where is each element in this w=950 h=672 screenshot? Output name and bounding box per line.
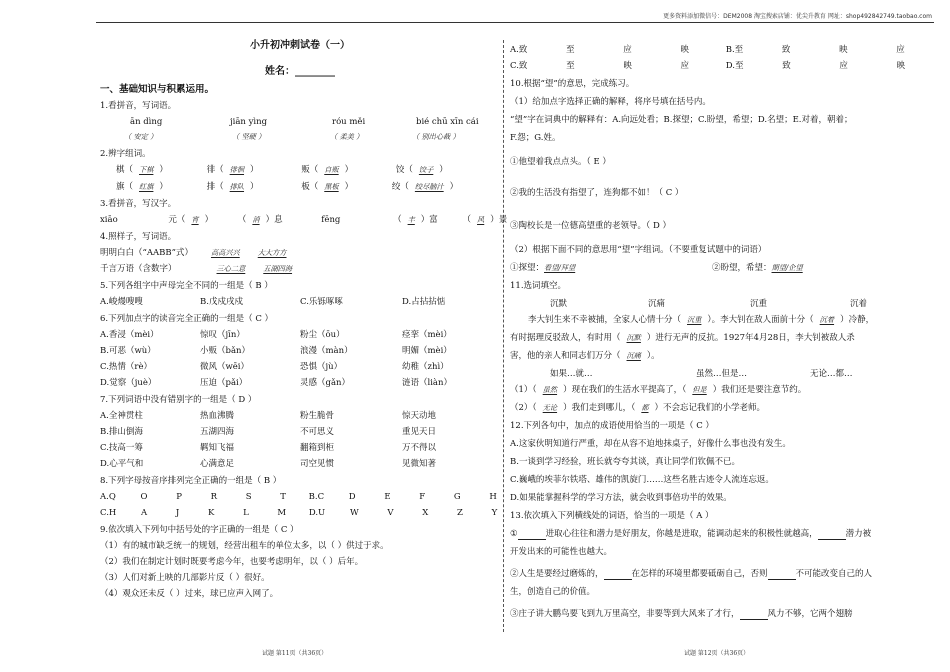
q7-d2: 心满意足 — [200, 459, 235, 469]
q6-d3: 灵感（gǎn） — [300, 378, 350, 388]
question-11: 11.选词填空。 — [510, 281, 567, 291]
q13-line-5: ③庄子讲大鹏鸟要飞到九万里高空，非要等到大风来了才行， 风力不够，它两个翅膀 — [510, 609, 853, 619]
q9-options-ab: A.致 至 应 映 B.至 致 映 应 — [510, 45, 905, 55]
answer-1: （ 安定 ） — [124, 132, 158, 141]
q6-d4: 涟语（liàn） — [402, 378, 452, 388]
q4-row-2: 千言万语（含数字） 三心二意 五湖四海 — [100, 264, 293, 274]
q7-c2: 羁知飞福 — [200, 443, 235, 453]
q8-row-1: A.Q O P R S T B.C D E F G H — [100, 492, 497, 502]
q12-option-a: A.这家伙明知道行严重，却在从容不迫地抹桌子，好像什么事也没有发生。 — [510, 439, 791, 449]
answer-3: （ 柔美 ） — [330, 132, 364, 141]
q11-sentence-1: （1）（ 虽然 ）现在我们的生活水平提高了，（ 但是 ）我们还是要注意节约。 — [510, 385, 807, 395]
q5-option-a: A.峻熳嗖嗖 — [100, 297, 143, 307]
pinyin-1: ān dìng — [130, 117, 163, 127]
q6-c3: 恐惧（jù） — [300, 362, 343, 372]
q7-b1: B.排山倒海 — [100, 427, 143, 437]
q6-b2: 小贩（bǎn） — [200, 346, 250, 356]
q12-option-b: B.一谈到学习经验，班长就夸夸其谈，真让同学们钦佩不已。 — [510, 457, 740, 467]
q9-line-4: （4）观众还未反（ ）过来，球已应声入网了。 — [100, 589, 279, 599]
page-header: 更多资料添加微信号：DEM2008 淘宝搜索店铺：优尖升教育 网址：shop492842749.taobao.com — [663, 13, 932, 20]
q7-b2: 五湖四海 — [200, 427, 235, 437]
question-12: 12.下列各句中，加点的成语使用恰当的一项是（ C ） — [510, 421, 714, 431]
q6-b4: 明媚（mèi） — [402, 346, 452, 356]
q9-options-cd: C.致 至 映 应 D.至 致 应 映 — [510, 61, 906, 71]
q11-sentence-2: （2）（ 无论 ）我们走到哪儿，（ 都 ）不会忘记我们的小学老师。 — [510, 403, 766, 413]
q7-c4: 万不得以 — [402, 443, 437, 453]
q7-d4: 见微知著 — [402, 459, 437, 469]
q6-a2: 惊叹（jīn） — [200, 330, 245, 340]
q11-word-3: 沉重 — [750, 299, 768, 309]
q6-a3: 粉尘（ōu） — [300, 330, 345, 340]
q12-option-c: C.巍峨的埃菲尔铁塔、雄伟的凯旋门……这些名胜古迹令人流连忘返。 — [510, 475, 774, 485]
q10-sentence-1: ①他望着我点点头。（ E ） — [510, 157, 611, 167]
q2-row-1: 棋（ 下棋 ） 徘（ 徘徊 ） 贩（ 自贩 ） 饺（ 饺子 ） — [116, 165, 448, 175]
q7-a4: 惊天动地 — [402, 411, 437, 421]
q8-row-2: C.H A J K L M D.U W V X Z Y — [100, 508, 498, 518]
q6-a1: A.香浸（mèi） — [100, 330, 159, 340]
question-13: 13.依次填入下列横线处的词语，恰当的一项是（ A ） — [510, 511, 714, 521]
q7-b3: 不可思义 — [300, 427, 335, 437]
q6-c4: 幼稚（zhì） — [402, 362, 449, 372]
name-field[interactable]: 姓名：________ — [265, 66, 335, 77]
pinyin-2: jiān yìng — [230, 117, 268, 127]
q7-c1: C.技高一筹 — [100, 443, 143, 453]
q10-part-1: （1）给加点字选择正确的解释，将序号填在括号内。 — [510, 97, 711, 107]
q6-a4: 痉挛（mèi） — [402, 330, 452, 340]
q6-c1: C.热情（rè） — [100, 362, 152, 372]
q6-d2: 压迫（pǎi） — [200, 378, 248, 388]
q4-row-1: 明明白白（“AABB”式） 高高兴兴 大大方方 — [100, 248, 287, 258]
question-6: 6.下列加点字的读音完全正确的一组是（ C ） — [100, 314, 274, 324]
q7-b4: 重见天日 — [402, 427, 437, 437]
question-1: 1.看拼音，写词语。 — [100, 101, 177, 111]
q6-c2: 微风（wēi） — [200, 362, 250, 372]
left-footer: 试题 第11页（共36页） — [262, 650, 328, 657]
column-divider — [503, 40, 504, 632]
section-heading: 一、基础知识与积累运用。 — [100, 84, 215, 95]
question-5: 5.下列各组字中声母完全不同的一组是（ B ） — [100, 281, 273, 291]
q11-conj-1: 如果…就… — [550, 369, 593, 379]
question-10: 10.根据“望”的意思，完成练习。 — [510, 79, 635, 89]
q11-conj-3: 无论…都… — [810, 369, 853, 379]
q11-conj-2: 虽然…但是… — [696, 369, 748, 379]
q10-part-2: （2）根据下面不同的意思用“望”字组词。（不要重复试题中的词语） — [510, 245, 767, 255]
q13-line-1: ① 进取心往往和潜力是好朋友，你越是进取，能调动起来的积极性就越高， 潜力被 — [510, 529, 872, 539]
q11-paragraph-line-2: 有时据理反驳敌人，有时用（ 沉默 ）进行无声的反抗。1927年4月28日，李大钊被敌人杀 — [510, 333, 855, 343]
q2-row-2: 旗（ 红旗 ） 排（ 排队 ） 板（ 黑板 ） 绞（ 绞尽脑汁 ） — [116, 182, 459, 192]
q9-line-3: （3）人们对新上映的几部影片反（ ）很好。 — [100, 573, 270, 583]
q6-b1: B.可恶（wù） — [100, 346, 156, 356]
answer-2: （ 坚硬 ） — [232, 132, 266, 141]
question-3: 3.看拼音，写汉字。 — [100, 199, 177, 209]
q10-sentence-2: ②我的生活没有指望了，连狗都不如！（ C ） — [510, 188, 684, 198]
exam-title: 小升初冲刺试卷（一） — [250, 40, 350, 51]
question-8: 8.下列字母按音序排列完全正确的一组是（ B ） — [100, 476, 282, 486]
question-7: 7.下列词语中没有错别字的一组是（ D ） — [100, 395, 257, 405]
q11-word-1: 沉默 — [550, 299, 568, 309]
q6-d1: D.觉察（juè） — [100, 378, 157, 388]
question-4: 4.照样子，写词语。 — [100, 232, 177, 242]
q11-word-2: 沉痛 — [648, 299, 666, 309]
header-rule — [96, 22, 934, 23]
q7-d1: D.心平气和 — [100, 459, 144, 469]
q7-a2: 热血沸腾 — [200, 411, 235, 421]
q5-option-c: C.乐铄啄啄 — [300, 297, 343, 307]
question-9: 9.依次填入下列句中括号处的字正确的一组是（ C ） — [100, 525, 299, 535]
q5-option-d: D.占拈拈惦 — [402, 297, 446, 307]
q6-b3: 浪漫（màn） — [300, 346, 353, 356]
q5-option-b: B.戊戍戌戍 — [200, 297, 243, 307]
q11-word-4: 沉着 — [850, 299, 868, 309]
q10-word-2: ②盼望，希望：期望/企望 — [712, 263, 803, 273]
q12-option-d: D.如果能掌握科学的学习方法，就会收到事倍功半的效果。 — [510, 493, 732, 503]
answer-4: （ 别出心裁 ） — [412, 132, 460, 141]
q13-line-2: 开发出来的可能性也越大。 — [510, 547, 613, 557]
right-footer: 试题 第12页（共36页） — [684, 650, 750, 657]
q7-c3: 翻箱到柜 — [300, 443, 335, 453]
q10-sentence-3: ③陶校长是一位德高望重的老领导。（ D ） — [510, 221, 671, 231]
q10-word-1: ①探望：看望/拜望 — [510, 263, 576, 273]
q3-row: xiāo 元（ 宵 ） （ 消 ）息 fēng （ 丰 ）富 （ 风 ）景 — [100, 215, 508, 225]
pinyin-4: bié chū xīn cái — [416, 117, 479, 127]
q9-line-2: （2）我们在制定计划时既要考虑今年，也要考虑明年，以（ ）后年。 — [100, 557, 364, 567]
q11-paragraph-line-3: 害，他的亲人和同志们万分（ 沉痛 ）。 — [510, 351, 660, 361]
q13-line-4: 生，创造自己的价值。 — [510, 587, 596, 597]
pinyin-3: róu měi — [332, 117, 366, 127]
q10-definition-2: F.怨；G.姓。 — [510, 133, 561, 143]
q10-definition-1: “望”字在词典中的解释有：A.向远处看；B.探望；C.盼望，希望；D.名望；E.对着，朝着； — [510, 115, 853, 125]
q7-a1: A.全神贯柱 — [100, 411, 143, 421]
q13-line-3: ②人生是要经过磨炼的， 在怎样的环境里都要砥砺自己，否则 不可能改变自己的人 — [510, 569, 873, 579]
q7-a3: 粉生脆骨 — [300, 411, 335, 421]
q9-line-1: （1）有的城市缺乏统一的规划，经营出租车的单位太多，以（ ）供过于求。 — [100, 541, 389, 551]
question-2: 2.辨字组词。 — [100, 149, 151, 159]
q11-paragraph-line-1: 李大钊生来不幸被捕，全家人心情十分（ 沉重 ）。李大钊在敌人面前十分（ 沉着 ）冷静， — [528, 315, 875, 325]
q7-d3: 司空见惯 — [300, 459, 335, 469]
